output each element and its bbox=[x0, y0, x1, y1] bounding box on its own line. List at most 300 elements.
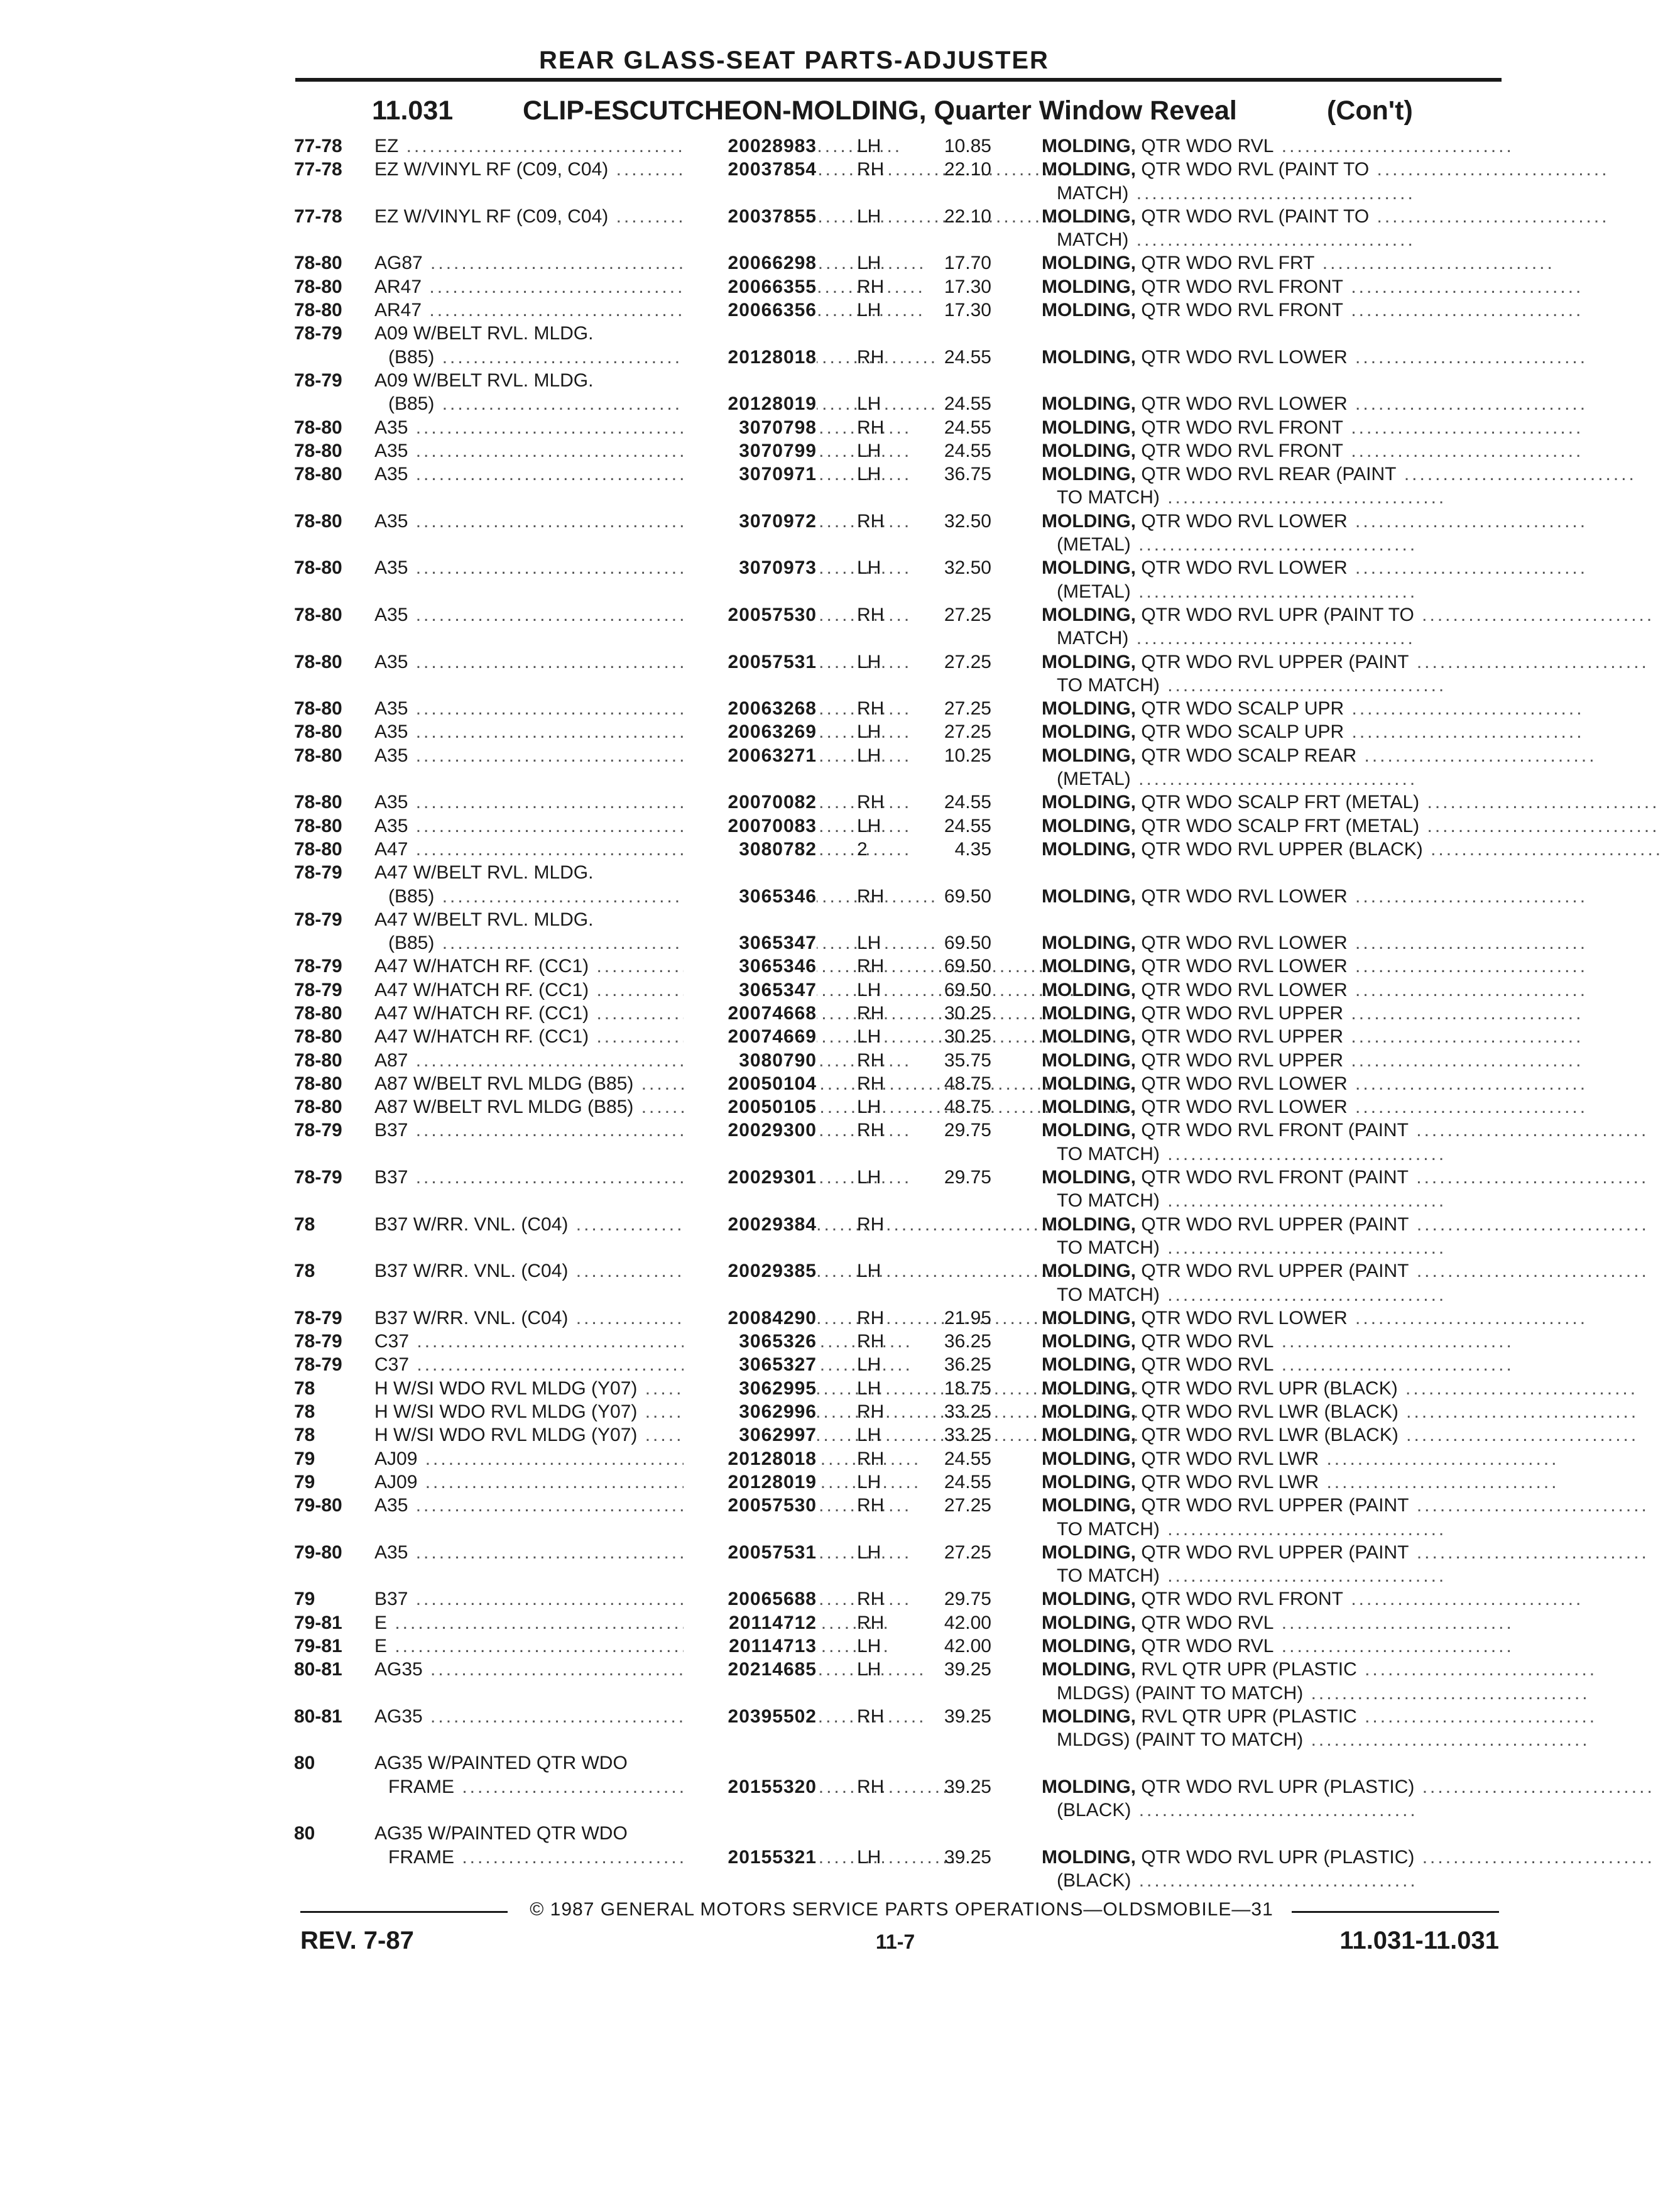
part-number: 20057531 bbox=[684, 1541, 817, 1564]
part-description: MOLDING, QTR WDO RVL UPPER (PAINT .............................. bbox=[1042, 1541, 1649, 1563]
model-code: B37 W/RR. VNL. (C04) ..... bbox=[374, 1306, 701, 1330]
part-number: 20028983 bbox=[684, 134, 817, 158]
table-row-continuation bbox=[294, 533, 1500, 556]
table-row bbox=[294, 1658, 1598, 1681]
part-description: MOLDING, QTR WDO RVL FRONT .............................. bbox=[1042, 1589, 1584, 1610]
price: 27.25 bbox=[944, 1541, 991, 1563]
table-row bbox=[294, 697, 1584, 720]
price: 69.50 bbox=[944, 979, 991, 1000]
description-continued: (METAL) .................................... bbox=[1057, 581, 1418, 602]
part-number: 20128019 bbox=[684, 392, 817, 415]
model-years: 78-79 bbox=[294, 1354, 342, 1376]
model-years: 77-78 bbox=[294, 205, 342, 227]
model-code: A35 ..... bbox=[374, 463, 701, 486]
part-number: 20037855 bbox=[684, 205, 817, 228]
table-row-continuation bbox=[294, 1728, 1590, 1751]
model-years: 78-79 bbox=[294, 862, 342, 884]
model-code: A87 W/BELT RVL MLDG (B85) ..... bbox=[374, 1072, 701, 1095]
price: 27.25 bbox=[944, 721, 991, 743]
price: 18.75 bbox=[944, 1377, 991, 1399]
model-code: A47 W/HATCH RF. (CC1) ..... bbox=[374, 978, 701, 1002]
section-continued: (Con't) bbox=[1327, 96, 1413, 126]
table-row bbox=[294, 416, 1584, 439]
table-row bbox=[294, 510, 1588, 533]
model-code: A47 ..... bbox=[374, 838, 701, 861]
side-code: RH bbox=[857, 1612, 885, 1633]
model-code: A35 ..... bbox=[374, 744, 701, 767]
model-years: 78-80 bbox=[294, 792, 342, 813]
description-continued: (BLACK) .................................... bbox=[1057, 1870, 1418, 1891]
table-row bbox=[294, 1353, 1514, 1376]
part-number: 20029384 bbox=[684, 1213, 817, 1236]
price: 22.10 bbox=[944, 205, 991, 227]
model-years: 78-80 bbox=[294, 557, 342, 579]
part-number: 20084290 bbox=[684, 1306, 817, 1330]
price: 24.55 bbox=[944, 346, 991, 368]
part-description: MOLDING, QTR WDO RVL .............................. bbox=[1042, 1612, 1514, 1633]
description-continued: TO MATCH) .................................... bbox=[1057, 674, 1447, 696]
part-description: MOLDING, QTR WDO RVL FRT .............................. bbox=[1042, 253, 1555, 274]
price: 24.55 bbox=[944, 792, 991, 813]
price: 27.25 bbox=[944, 651, 991, 672]
model-years: 78-80 bbox=[294, 1049, 342, 1071]
description-continued: TO MATCH) .................................... bbox=[1057, 1190, 1447, 1212]
side-code: RH bbox=[857, 276, 885, 297]
table-row bbox=[294, 158, 1610, 181]
table-row-continuation bbox=[294, 1518, 1500, 1541]
price: 32.50 bbox=[944, 510, 991, 532]
table-row bbox=[294, 1705, 1598, 1728]
part-number: 3062995 bbox=[684, 1377, 817, 1400]
description-continued: MATCH) .................................... bbox=[1057, 628, 1415, 649]
part-number: 3062996 bbox=[684, 1400, 817, 1423]
model-code: A47 W/BELT RVL. MLDG. bbox=[374, 862, 594, 884]
page-number: 11-7 bbox=[875, 1930, 915, 1953]
part-description: MOLDING, QTR WDO RVL LOWER .............................. bbox=[1042, 979, 1588, 1000]
price: 33.25 bbox=[944, 1425, 991, 1446]
part-number: 3062997 bbox=[684, 1423, 817, 1447]
model-code: A09 W/BELT RVL. MLDG. bbox=[374, 323, 594, 344]
price: 24.55 bbox=[944, 440, 991, 461]
price: 27.25 bbox=[944, 698, 991, 720]
price: 69.50 bbox=[944, 933, 991, 954]
side-code: RH bbox=[857, 956, 885, 977]
part-number: 20037854 bbox=[684, 158, 817, 181]
model-code: A35 ..... bbox=[374, 510, 701, 533]
model-years: 78-80 bbox=[294, 745, 342, 766]
part-number: 3070972 bbox=[684, 510, 817, 533]
model-years: 78-80 bbox=[294, 651, 342, 672]
side-code: LH bbox=[857, 979, 881, 1000]
side-code: RH bbox=[857, 1307, 885, 1328]
price: 10.85 bbox=[944, 136, 991, 156]
side-code: LH bbox=[857, 1846, 881, 1868]
price: 39.25 bbox=[944, 1776, 991, 1797]
part-description: MOLDING, QTR WDO RVL FRONT .............................. bbox=[1042, 300, 1584, 321]
table-row bbox=[294, 1002, 1584, 1025]
model-years: 78-79 bbox=[294, 1167, 342, 1188]
price: 29.75 bbox=[944, 1167, 991, 1188]
part-number: 20066298 bbox=[684, 251, 817, 275]
price: 33.25 bbox=[944, 1401, 991, 1423]
part-description: MOLDING, QTR WDO RVL LWR .............................. bbox=[1042, 1471, 1559, 1492]
model-years: 78-80 bbox=[294, 1073, 342, 1094]
part-number: 20114712 bbox=[684, 1611, 817, 1634]
table-row bbox=[294, 1541, 1649, 1564]
part-number: 20065688 bbox=[684, 1587, 817, 1611]
model-code: AJ09 ..... bbox=[374, 1470, 701, 1494]
part-number: 20070082 bbox=[684, 791, 817, 814]
model-years: 78-80 bbox=[294, 815, 342, 836]
part-description: MOLDING, QTR WDO RVL .............................. bbox=[1042, 136, 1514, 156]
price: 36.75 bbox=[944, 464, 991, 485]
part-number: 20063269 bbox=[684, 720, 817, 743]
table-row bbox=[294, 1587, 1584, 1611]
part-number: 20029301 bbox=[684, 1166, 817, 1189]
model-code: B37 ..... bbox=[374, 1166, 701, 1189]
footer-rule-left bbox=[300, 1911, 508, 1913]
description-continued: TO MATCH) .................................... bbox=[1057, 1143, 1447, 1164]
table-row bbox=[294, 1751, 1500, 1775]
model-code: H W/SI WDO RVL MLDG (Y07) ..... bbox=[374, 1423, 701, 1447]
part-description: MOLDING, QTR WDO RVL LOWER .............................. bbox=[1042, 557, 1588, 579]
model-code: FRAME ..... bbox=[388, 1775, 715, 1799]
model-years: 78-80 bbox=[294, 1002, 342, 1024]
model-code: AG35 ..... bbox=[374, 1658, 701, 1681]
part-number: 20057530 bbox=[684, 1494, 817, 1517]
side-code: RH bbox=[857, 1448, 885, 1469]
side-code: 2 bbox=[857, 838, 868, 860]
model-years: 80-81 bbox=[294, 1659, 342, 1680]
price: 36.25 bbox=[944, 1354, 991, 1376]
model-years: 80 bbox=[294, 1753, 315, 1774]
side-code: RH bbox=[857, 1002, 885, 1024]
model-code: E ..... bbox=[374, 1634, 701, 1658]
model-code: (B85) ..... bbox=[388, 346, 715, 369]
part-number: 3080782 bbox=[684, 838, 817, 861]
table-row bbox=[294, 1775, 1655, 1799]
table-row bbox=[294, 1330, 1514, 1353]
side-code: LH bbox=[857, 651, 881, 672]
model-code: A35 ..... bbox=[374, 603, 701, 627]
parts-list bbox=[294, 134, 1663, 1892]
table-row-continuation bbox=[294, 486, 1500, 509]
part-description: MOLDING, QTR WDO SCALP REAR .............................. bbox=[1042, 745, 1597, 766]
model-code: FRAME ..... bbox=[388, 1846, 715, 1869]
model-years: 78 bbox=[294, 1425, 315, 1446]
table-row bbox=[294, 1634, 1514, 1658]
model-code: A35 ..... bbox=[374, 814, 701, 838]
part-description: MOLDING, QTR WDO RVL .............................. bbox=[1042, 1636, 1514, 1656]
part-description: MOLDING, QTR WDO RVL LOWER .............................. bbox=[1042, 510, 1588, 532]
side-code: RH bbox=[857, 698, 885, 720]
part-number: 20063268 bbox=[684, 697, 817, 720]
model-code: B37 ..... bbox=[374, 1587, 701, 1611]
price: 24.55 bbox=[944, 393, 991, 415]
table-row bbox=[294, 885, 1588, 908]
side-code: LH bbox=[857, 815, 881, 836]
table-row bbox=[294, 1095, 1588, 1119]
part-number: 20155320 bbox=[684, 1775, 817, 1799]
part-description: MOLDING, QTR WDO SCALP FRT (METAL) .............................. bbox=[1042, 792, 1660, 813]
price: 35.75 bbox=[944, 1049, 991, 1071]
side-code: LH bbox=[857, 1541, 881, 1563]
table-row bbox=[294, 1025, 1584, 1048]
part-number: 20029385 bbox=[684, 1259, 817, 1283]
part-number: 20074669 bbox=[684, 1025, 817, 1048]
part-number: 3065347 bbox=[684, 978, 817, 1002]
part-description: MOLDING, QTR WDO RVL LOWER .............................. bbox=[1042, 1097, 1588, 1118]
part-description: MOLDING, QTR WDO RVL UPPER (PAINT .............................. bbox=[1042, 1495, 1649, 1516]
table-row-continuation bbox=[294, 767, 1500, 791]
table-row bbox=[294, 1213, 1649, 1236]
side-code: LH bbox=[857, 136, 881, 156]
model-years: 78 bbox=[294, 1261, 315, 1282]
side-code: RH bbox=[857, 1776, 885, 1797]
part-description: MOLDING, QTR WDO RVL FRONT .............................. bbox=[1042, 276, 1584, 297]
model-code: B37 W/RR. VNL. (C04) ..... bbox=[374, 1259, 701, 1283]
section-range: 11.031-11.031 bbox=[1339, 1927, 1499, 1954]
model-years: 78-80 bbox=[294, 1026, 342, 1048]
table-row bbox=[294, 369, 1500, 392]
part-number: 20214685 bbox=[684, 1658, 817, 1681]
part-description: MOLDING, QTR WDO RVL UPPER (PAINT .............................. bbox=[1042, 1261, 1649, 1282]
model-years: 78-80 bbox=[294, 417, 342, 438]
model-years: 79 bbox=[294, 1448, 315, 1469]
table-row bbox=[294, 346, 1588, 369]
part-number: 20066356 bbox=[684, 298, 817, 322]
model-code: EZ ..... bbox=[374, 134, 701, 158]
side-code: LH bbox=[857, 1659, 881, 1680]
table-row bbox=[294, 1049, 1584, 1072]
part-description: MOLDING, QTR WDO RVL UPPER (PAINT .............................. bbox=[1042, 651, 1649, 672]
side-code: RH bbox=[857, 1706, 885, 1727]
price: 21.95 bbox=[944, 1307, 991, 1328]
table-row bbox=[294, 134, 1514, 158]
price: 69.50 bbox=[944, 956, 991, 977]
footer-copyright: © 1987 GENERAL MOTORS SERVICE PARTS OPERATIONS—OLDSMOBILE—31 bbox=[530, 1899, 1273, 1920]
model-years: 78-79 bbox=[294, 1331, 342, 1352]
model-code: AG35 ..... bbox=[374, 1705, 701, 1728]
page-header-title: REAR GLASS-SEAT PARTS-ADJUSTER bbox=[539, 47, 1049, 74]
price: 29.75 bbox=[944, 1120, 991, 1141]
table-row bbox=[294, 908, 1500, 931]
part-description: MOLDING, QTR WDO RVL LOWER .............................. bbox=[1042, 346, 1588, 368]
side-code: RH bbox=[857, 1589, 885, 1610]
description-continued: TO MATCH) .................................... bbox=[1057, 1565, 1447, 1587]
price: 39.25 bbox=[944, 1846, 991, 1868]
description-continued: MLDGS) (PAINT TO MATCH) .................................... bbox=[1057, 1729, 1590, 1751]
table-row bbox=[294, 1377, 1638, 1400]
model-code: A35 ..... bbox=[374, 720, 701, 743]
model-code: H W/SI WDO RVL MLDG (Y07) ..... bbox=[374, 1400, 701, 1423]
table-row bbox=[294, 439, 1584, 463]
price: 48.75 bbox=[944, 1097, 991, 1118]
model-years: 78-80 bbox=[294, 276, 342, 297]
table-row-continuation bbox=[294, 228, 1500, 251]
side-code: LH bbox=[857, 464, 881, 485]
table-row bbox=[294, 978, 1588, 1002]
part-description: MOLDING, QTR WDO RVL FRONT .............................. bbox=[1042, 417, 1584, 438]
model-years: 80 bbox=[294, 1823, 315, 1844]
part-description: MOLDING, QTR WDO SCALP UPR .............................. bbox=[1042, 698, 1584, 720]
model-years: 78-79 bbox=[294, 1120, 342, 1141]
model-years: 79-80 bbox=[294, 1541, 342, 1563]
model-years: 79-80 bbox=[294, 1495, 342, 1516]
part-description: MOLDING, QTR WDO RVL UPR (BLACK) .............................. bbox=[1042, 1377, 1638, 1399]
side-code: RH bbox=[857, 1073, 885, 1094]
model-years: 78-79 bbox=[294, 323, 342, 344]
model-code: A87 ..... bbox=[374, 1049, 701, 1072]
part-description: MOLDING, QTR WDO RVL (PAINT TO .............................. bbox=[1042, 159, 1610, 180]
model-code: A35 ..... bbox=[374, 791, 701, 814]
price: 30.25 bbox=[944, 1002, 991, 1024]
part-description: MOLDING, QTR WDO RVL FRONT (PAINT .............................. bbox=[1042, 1167, 1649, 1188]
description-continued: (METAL) .................................... bbox=[1057, 534, 1418, 556]
table-row bbox=[294, 1306, 1588, 1330]
part-number: 20395502 bbox=[684, 1705, 817, 1728]
side-code: LH bbox=[857, 1636, 881, 1656]
description-continued: MATCH) .................................... bbox=[1057, 229, 1415, 251]
model-code: A47 W/HATCH RF. (CC1) ..... bbox=[374, 955, 701, 978]
table-row bbox=[294, 1166, 1649, 1189]
table-row bbox=[294, 1611, 1514, 1634]
part-number: 20128018 bbox=[684, 1447, 817, 1470]
price: 39.25 bbox=[944, 1706, 991, 1727]
model-years: 77-78 bbox=[294, 136, 342, 156]
side-code: LH bbox=[857, 1261, 881, 1282]
table-row-continuation bbox=[294, 1142, 1500, 1166]
description-continued: TO MATCH) .................................... bbox=[1057, 1518, 1447, 1540]
price: 24.55 bbox=[944, 1471, 991, 1492]
price: 27.25 bbox=[944, 604, 991, 625]
part-description: MOLDING, QTR WDO RVL REAR (PAINT .............................. bbox=[1042, 464, 1637, 485]
price: 17.30 bbox=[944, 300, 991, 321]
model-years: 79 bbox=[294, 1589, 315, 1610]
model-code: A47 W/HATCH RF. (CC1) ..... bbox=[374, 1025, 701, 1048]
part-description: MOLDING, QTR WDO RVL UPR (PLASTIC) .............................. bbox=[1042, 1776, 1655, 1797]
part-number: 20066355 bbox=[684, 275, 817, 298]
part-description: MOLDING, QTR WDO RVL FRONT .............................. bbox=[1042, 440, 1584, 461]
side-code: LH bbox=[857, 557, 881, 579]
side-code: LH bbox=[857, 1471, 881, 1492]
price: 42.00 bbox=[944, 1636, 991, 1656]
side-code: LH bbox=[857, 1097, 881, 1118]
side-code: LH bbox=[857, 1026, 881, 1048]
model-years: 78-79 bbox=[294, 909, 342, 930]
model-years: 78-80 bbox=[294, 510, 342, 532]
model-code: AG87 ..... bbox=[374, 251, 701, 275]
side-code: LH bbox=[857, 440, 881, 461]
table-row bbox=[294, 720, 1584, 743]
table-row bbox=[294, 463, 1637, 486]
part-description: MOLDING, QTR WDO RVL UPPER .............................. bbox=[1042, 1026, 1584, 1048]
price: 17.70 bbox=[944, 253, 991, 274]
model-code: A35 ..... bbox=[374, 650, 701, 674]
model-code: AG35 W/PAINTED QTR WDO bbox=[374, 1823, 628, 1844]
table-row bbox=[294, 322, 1500, 345]
table-row bbox=[294, 814, 1660, 838]
table-row bbox=[294, 744, 1597, 767]
model-years: 78-80 bbox=[294, 253, 342, 274]
table-row bbox=[294, 791, 1660, 814]
side-code: LH bbox=[857, 721, 881, 743]
part-description: MOLDING, QTR WDO RVL LOWER .............................. bbox=[1042, 393, 1588, 415]
section-number: 11.031 bbox=[372, 96, 454, 126]
table-row bbox=[294, 861, 1500, 884]
model-years: 78-80 bbox=[294, 1097, 342, 1118]
side-code: RH bbox=[857, 1120, 885, 1141]
model-years: 79-81 bbox=[294, 1612, 342, 1633]
part-number: 3065346 bbox=[684, 955, 817, 978]
section-title: CLIP-ESCUTCHEON-MOLDING, Quarter Window Reveal bbox=[523, 96, 1237, 126]
table-row bbox=[294, 1822, 1500, 1845]
part-number: 20029300 bbox=[684, 1119, 817, 1142]
model-years: 78-80 bbox=[294, 604, 342, 625]
price: 32.50 bbox=[944, 557, 991, 579]
footer-rule-right bbox=[1292, 1911, 1499, 1913]
table-row bbox=[294, 1470, 1559, 1494]
model-years: 78-80 bbox=[294, 300, 342, 321]
model-code: A35 ..... bbox=[374, 697, 701, 720]
model-code: EZ W/VINYL RF (C09, C04) ..... bbox=[374, 158, 701, 181]
side-code: LH bbox=[857, 1425, 881, 1446]
part-number: 20057531 bbox=[684, 650, 817, 674]
description-continued: MATCH) .................................... bbox=[1057, 182, 1415, 204]
model-years: 78-79 bbox=[294, 1307, 342, 1328]
table-row bbox=[294, 1447, 1559, 1470]
table-row bbox=[294, 1494, 1649, 1517]
part-number: 3070973 bbox=[684, 556, 817, 579]
part-description: MOLDING, QTR WDO RVL UPR (PLASTIC) .............................. bbox=[1042, 1846, 1655, 1868]
part-description: MOLDING, QTR WDO RVL LOWER .............................. bbox=[1042, 956, 1588, 977]
price: 29.75 bbox=[944, 1589, 991, 1610]
model-years: 79 bbox=[294, 1471, 315, 1492]
price: 22.10 bbox=[944, 159, 991, 180]
model-code: (B85) ..... bbox=[388, 392, 715, 415]
model-years: 78-79 bbox=[294, 370, 342, 391]
price: 24.55 bbox=[944, 1448, 991, 1469]
side-code: LH bbox=[857, 253, 881, 274]
model-years: 78-79 bbox=[294, 979, 342, 1000]
table-row-continuation bbox=[294, 1189, 1500, 1212]
part-number: 20057530 bbox=[684, 603, 817, 627]
side-code: RH bbox=[857, 885, 885, 907]
part-number: 3065347 bbox=[684, 931, 817, 955]
table-row bbox=[294, 392, 1588, 415]
revision-label: REV. 7-87 bbox=[300, 1927, 414, 1954]
price: 48.75 bbox=[944, 1073, 991, 1094]
side-code: RH bbox=[857, 1401, 885, 1423]
price: 17.30 bbox=[944, 276, 991, 297]
table-row bbox=[294, 650, 1649, 674]
table-row bbox=[294, 1259, 1649, 1283]
part-description: MOLDING, QTR WDO RVL LOWER .............................. bbox=[1042, 885, 1588, 907]
part-description: MOLDING, QTR WDO RVL .............................. bbox=[1042, 1331, 1514, 1352]
description-continued: TO MATCH) .................................... bbox=[1057, 487, 1447, 508]
model-years: 80-81 bbox=[294, 1706, 342, 1727]
table-row bbox=[294, 298, 1584, 322]
side-code: RH bbox=[857, 417, 885, 438]
table-row bbox=[294, 955, 1588, 978]
price: 24.55 bbox=[944, 417, 991, 438]
table-row bbox=[294, 838, 1663, 861]
model-years: 78-80 bbox=[294, 838, 342, 860]
model-code: AJ09 ..... bbox=[374, 1447, 701, 1470]
table-row-continuation bbox=[294, 674, 1500, 697]
part-number: 20070083 bbox=[684, 814, 817, 838]
part-description: MOLDING, QTR WDO RVL LOWER .............................. bbox=[1042, 1073, 1588, 1094]
